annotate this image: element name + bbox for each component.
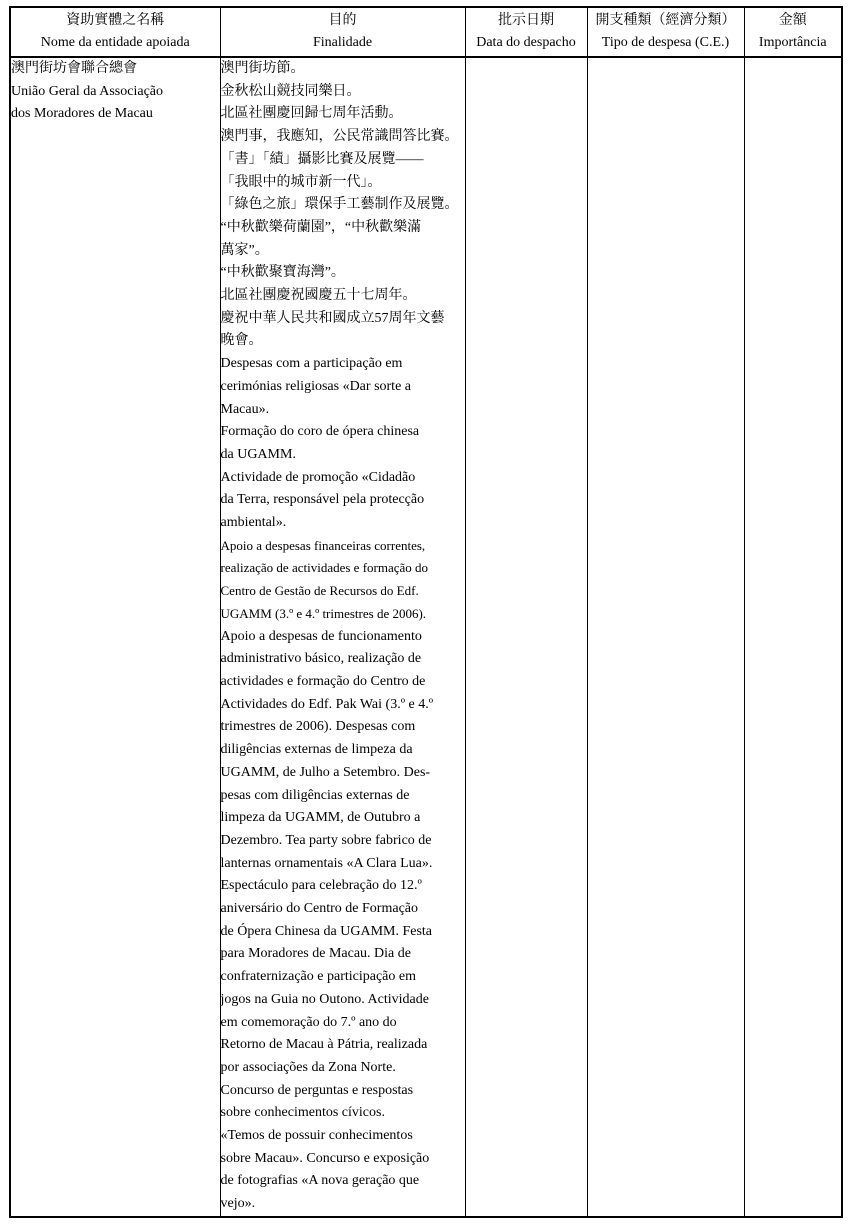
purpose-line: Espectáculo para celebração do 12.º xyxy=(220,878,422,894)
entity-name-zh: 澳門街坊會聯合總會 xyxy=(11,61,137,76)
purpose-line: 金秋松山競技同樂日。 xyxy=(220,83,361,99)
purpose-line: Apoio a despesas de funcionamento xyxy=(220,628,422,644)
purpose-line: Macau». xyxy=(220,401,270,417)
date-cell xyxy=(465,57,587,1217)
purpose-line: “中秋歡聚寶海灣”。 xyxy=(220,265,345,281)
purpose-line: cerimónias religiosas «Dar sorte a xyxy=(220,378,411,394)
header-type-zh: 開支種類（經濟分類） xyxy=(595,13,736,28)
purpose-line: lanternas ornamentais «A Clara Lua». xyxy=(220,855,433,871)
purpose-line: Despesas com a participação em xyxy=(220,356,403,372)
header-date-pt: Data do despacho xyxy=(476,35,576,50)
purpose-line: da UGAMM. xyxy=(220,446,296,462)
header-amount-pt: Importância xyxy=(758,35,827,50)
purpose-line: Concurso de perguntas e respostas xyxy=(220,1082,414,1098)
purpose-line: UGAMM, de Julho a Setembro. Des- xyxy=(220,764,431,780)
purpose-line: da Terra, responsável pela protecção xyxy=(220,492,425,508)
table-row xyxy=(10,57,842,1217)
purpose-line: aniversário do Centro de Formação xyxy=(220,901,418,917)
purpose-line: Actividades do Edf. Pak Wai (3.º e 4.º xyxy=(220,696,434,712)
type-cell xyxy=(587,57,744,1217)
purpose-line: Centro de Gestão de Recursos do Edf. xyxy=(220,583,419,599)
header-date xyxy=(465,7,587,57)
purpose-line: 萬家”。 xyxy=(220,242,269,258)
purpose-line: «Temos de possuir conhecimentos xyxy=(220,1128,413,1144)
purpose-line: confraternização e participação em xyxy=(220,969,416,985)
entity-name-pt-line-1: União Geral da Associação xyxy=(11,83,163,99)
purpose-line: UGAMM (3.º e 4.º trimestres de 2006). xyxy=(220,605,427,621)
purpose-line: administrativo básico, realização de xyxy=(220,651,422,667)
header-amount xyxy=(744,7,842,57)
purpose-line: jogos na Guia no Outono. Actividade xyxy=(220,991,429,1007)
purpose-line: 澳門事，我應知，公民常識問答比賽。 xyxy=(220,129,459,145)
purpose-line: Dezembro. Tea party sobre fabrico de xyxy=(220,832,432,848)
purpose-line: pesas com diligências externas de xyxy=(220,787,410,803)
purpose-line: realização de actividades e formação do xyxy=(220,560,429,576)
purpose-line: de fotografias «A nova geração que xyxy=(220,1173,420,1189)
purpose-line: 慶祝中華人民共和國成立57周年文藝 xyxy=(220,310,445,326)
purpose-line: 「綠色之旅」環保手工藝制作及展覽。 xyxy=(220,197,459,213)
header-entity xyxy=(10,7,220,57)
purpose-cell xyxy=(220,57,465,1217)
purpose-line: 北區社團慶祝國慶五十七周年。 xyxy=(220,288,417,304)
purpose-line: actividades e formação do Centro de xyxy=(220,673,426,689)
purpose-line: ambiental». xyxy=(220,515,287,531)
purpose-line: 「我眼中的城市新一代」。 xyxy=(220,174,382,190)
purpose-line: diligências externas de limpeza da xyxy=(220,742,413,758)
header-amount-zh: 金額 xyxy=(778,13,807,28)
header-type-pt: Tipo de despesa (C.E.) xyxy=(601,35,730,50)
header-entity-pt: Nome da entidade apoiada xyxy=(40,35,190,50)
header-purpose-pt: Finalidade xyxy=(312,35,373,50)
purpose-line: para Moradores de Macau. Dia de xyxy=(220,946,411,962)
purpose-line: trimestres de 2006). Despesas com xyxy=(220,719,416,735)
purpose-line: 「書」「績」攝影比賽及展覽—— xyxy=(220,151,424,167)
purpose-line: de Ópera Chinesa da UGAMM. Festa xyxy=(220,923,433,939)
header-type xyxy=(587,7,744,57)
purpose-line: Retorno de Macau à Pátria, realizada xyxy=(220,1037,428,1053)
purpose-line: 北區社團慶回歸七周年活動。 xyxy=(220,106,403,122)
purpose-line: Formação do coro de ópera chinesa xyxy=(220,424,420,440)
purpose-line: sobre conhecimentos cívicos. xyxy=(220,1105,385,1121)
purpose-line: sobre Macau». Concurso e exposição xyxy=(220,1150,430,1166)
header-row xyxy=(10,7,842,57)
purpose-line: limpeza da UGAMM, de Outubro a xyxy=(220,810,421,826)
purpose-line: Apoio a despesas financeiras correntes, xyxy=(220,537,426,553)
header-date-zh: 批示日期 xyxy=(498,13,554,28)
entity-name-pt-line-2: dos Moradores de Macau xyxy=(11,106,153,122)
purpose-line: em comemoração do 7.º ano do xyxy=(220,1014,397,1030)
header-purpose xyxy=(220,7,465,57)
header-purpose-zh: 目的 xyxy=(328,13,357,28)
subsidy-table xyxy=(9,6,843,1218)
entity-cell xyxy=(10,57,220,1217)
purpose-line: Actividade de promoção «Cidadão xyxy=(220,469,416,485)
purpose-line: vejo». xyxy=(220,1196,256,1212)
purpose-line: 晚會。 xyxy=(220,333,263,349)
purpose-line: “中秋歡樂荷蘭園”，“中秋歡樂滿 xyxy=(220,219,422,235)
amount-cell xyxy=(744,57,842,1217)
purpose-line: por associações da Zona Norte. xyxy=(220,1059,396,1075)
purpose-line: 澳門街坊節。 xyxy=(220,61,305,76)
header-entity-zh: 資助實體之名稱 xyxy=(66,13,165,28)
